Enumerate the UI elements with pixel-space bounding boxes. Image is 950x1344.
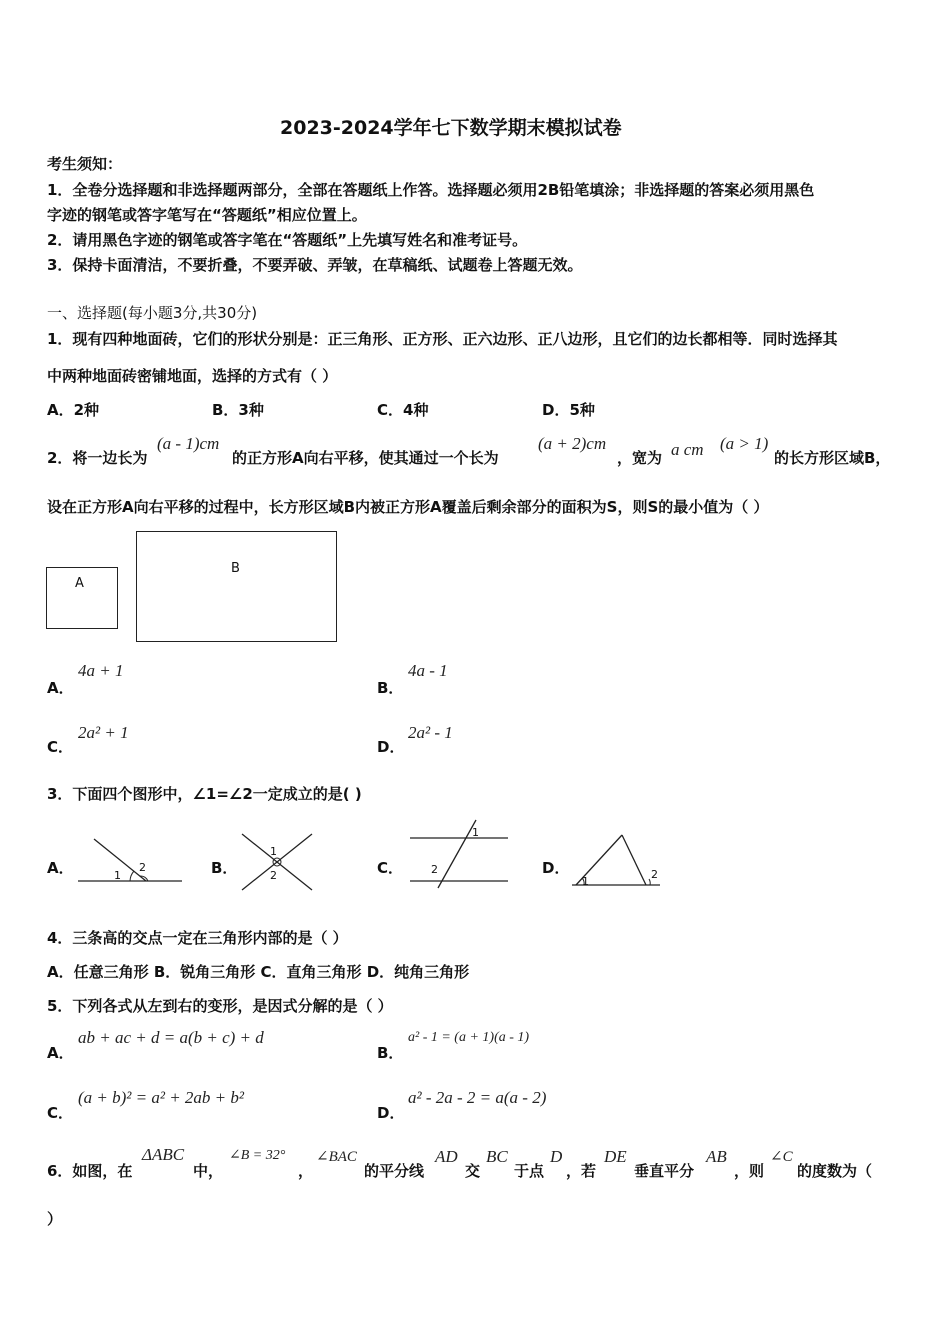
rectangle-b bbox=[136, 531, 337, 642]
q3-option-c[interactable]: C． bbox=[377, 859, 404, 877]
q6-math-d: D bbox=[550, 1147, 563, 1166]
q4-options[interactable]: A．任意三角形 B．锐角三角形 C．直角三角形 D．纯角三角形 bbox=[47, 963, 470, 981]
notice-item-2: 2．请用黑色字迹的钢笔或答字笔在“答题纸”上先填写姓名和准考证号。 bbox=[47, 231, 528, 249]
q2-option-a-expr: 4a + 1 bbox=[78, 661, 124, 680]
q1-option-b[interactable]: B．3种 bbox=[212, 401, 264, 419]
q6-stem-part4: 的平分线 bbox=[364, 1162, 425, 1180]
q3-option-b[interactable]: B． bbox=[211, 859, 238, 877]
q3-stem: 3．下面四个图形中，∠1=∠2一定成立的是( ) bbox=[47, 785, 362, 803]
q3-c-angle-2: 2 bbox=[431, 863, 438, 876]
q5-option-a-label[interactable]: A． bbox=[47, 1044, 74, 1062]
q6-stem-part9: ，则 bbox=[734, 1162, 765, 1180]
q3-option-a[interactable]: A． bbox=[47, 859, 74, 877]
notice-item-1-cont: 字迹的钢笔或答字笔写在“答题纸”相应位置上。 bbox=[47, 206, 367, 224]
q3-a-angle-2: 2 bbox=[139, 861, 146, 874]
q6-math-angle-b: ∠B = 32° bbox=[229, 1148, 286, 1163]
q2-option-d-expr: 2a² - 1 bbox=[408, 723, 453, 742]
q3-figure-b bbox=[240, 832, 316, 894]
q2-option-b-label[interactable]: B． bbox=[377, 679, 404, 697]
q2-stem-part2: 的正方形A向右平移，使其通过一个长为 bbox=[232, 449, 499, 467]
q5-option-c-label[interactable]: C． bbox=[47, 1104, 74, 1122]
q2-stem-part1: 2．将一边长为 bbox=[47, 449, 148, 467]
q6-math-triangle: ΔABC bbox=[142, 1145, 185, 1164]
q2-stem-part3: ，宽为 bbox=[617, 449, 663, 467]
q6-stem-part2: 中， bbox=[193, 1162, 224, 1180]
q6-stem-part3: ， bbox=[298, 1162, 314, 1180]
q2-option-a-label[interactable]: A． bbox=[47, 679, 74, 697]
q1-option-a[interactable]: A．2种 bbox=[47, 401, 100, 419]
q1-option-c[interactable]: C．4种 bbox=[377, 401, 429, 419]
notice-item-1: 1．全卷分选择题和非选择题两部分，全部在答题纸上作答。选择题必须用2B铅笔填涂；非选择题的答案必须用黑色 bbox=[47, 181, 815, 199]
q6-math-bc: BC bbox=[486, 1147, 508, 1166]
q6-stem-part5: 交 bbox=[465, 1162, 481, 1180]
square-a-label: A bbox=[75, 576, 84, 591]
q1-option-d[interactable]: D．5种 bbox=[542, 401, 595, 419]
q2-option-b-expr: 4a - 1 bbox=[408, 661, 448, 680]
q5-option-c-expr: (a + b)² = a² + 2ab + b² bbox=[78, 1088, 244, 1107]
notice-item-3: 3．保持卡面清洁，不要折叠，不要弄破、弄皱，在草稿纸、试题卷上答题无效。 bbox=[47, 256, 583, 274]
q5-option-d-label[interactable]: D． bbox=[377, 1104, 405, 1122]
q5-stem: 5．下列各式从左到右的变形，是因式分解的是（ ） bbox=[47, 997, 393, 1015]
q2-math-width: a cm bbox=[671, 440, 704, 459]
q6-math-de: DE bbox=[604, 1147, 627, 1166]
q6-stem-part1: 6．如图，在 bbox=[47, 1162, 133, 1180]
q2-option-d-label[interactable]: D． bbox=[377, 738, 405, 756]
q5-option-a-expr: ab + ac + d = a(b + c) + d bbox=[78, 1028, 264, 1047]
q2-option-c-label[interactable]: C． bbox=[47, 738, 74, 756]
q3-a-angle-1: 1 bbox=[114, 869, 121, 882]
q6-stem-part6: 于点 bbox=[514, 1162, 545, 1180]
q4-stem: 4．三条高的交点一定在三角形内部的是（ ） bbox=[47, 929, 348, 947]
q2-stem-line2: 设在正方形A向右平移的过程中，长方形区域B内被正方形A覆盖后剩余部分的面积为S，则S的最小值为（ ） bbox=[47, 498, 769, 516]
q5-option-b-label[interactable]: B． bbox=[377, 1044, 404, 1062]
q6-stem-part8: 垂直平分 bbox=[634, 1162, 695, 1180]
q3-b-angle-2: 2 bbox=[270, 869, 277, 882]
q3-b-angle-1: 1 bbox=[270, 845, 277, 858]
q3-d-angle-2: 2 bbox=[651, 868, 658, 881]
q1-stem-line1: 1．现有四种地面砖，它们的形状分别是：正三角形、正方形、正六边形、正八边形，且它们的边长都相等．同时选择其 bbox=[47, 330, 838, 348]
q2-math-condition: (a > 1) bbox=[720, 434, 769, 453]
q1-stem-line2: 中两种地面砖密铺地面，选择的方式有（ ） bbox=[47, 367, 338, 385]
q2-stem-part4: 的长方形区域B， bbox=[774, 449, 891, 467]
q6-math-angle-bac: ∠BAC bbox=[316, 1149, 357, 1165]
q2-math-length: (a + 2)cm bbox=[538, 434, 607, 453]
q3-c-angle-1: 1 bbox=[472, 826, 479, 839]
q2-math-side: (a - 1)cm bbox=[157, 434, 220, 453]
q6-stem-part10: 的度数为（ bbox=[797, 1162, 873, 1180]
q3-option-d[interactable]: D． bbox=[542, 859, 570, 877]
q6-math-ad: AD bbox=[435, 1147, 458, 1166]
page-title: 2023-2024学年七下数学期末模拟试卷 bbox=[280, 117, 622, 139]
q3-figure-a bbox=[78, 835, 186, 887]
q6-math-angle-c: ∠C bbox=[770, 1149, 793, 1165]
q6-stem-part7: ，若 bbox=[566, 1162, 597, 1180]
q3-figure-c bbox=[408, 818, 512, 890]
q6-stem-line2: ） bbox=[47, 1210, 63, 1228]
q5-option-b-expr: a² - 1 = (a + 1)(a - 1) bbox=[408, 1030, 530, 1045]
section-heading: 一、选择题(每小题3分,共30分) bbox=[47, 304, 258, 322]
q6-math-ab: AB bbox=[706, 1147, 727, 1166]
notice-heading: 考生须知： bbox=[47, 155, 123, 173]
q2-option-c-expr: 2a² + 1 bbox=[78, 723, 129, 742]
rectangle-b-label: B bbox=[231, 561, 240, 576]
q3-d-angle-1: 1 bbox=[582, 875, 589, 888]
q5-option-d-expr: a² - 2a - 2 = a(a - 2) bbox=[408, 1088, 547, 1107]
